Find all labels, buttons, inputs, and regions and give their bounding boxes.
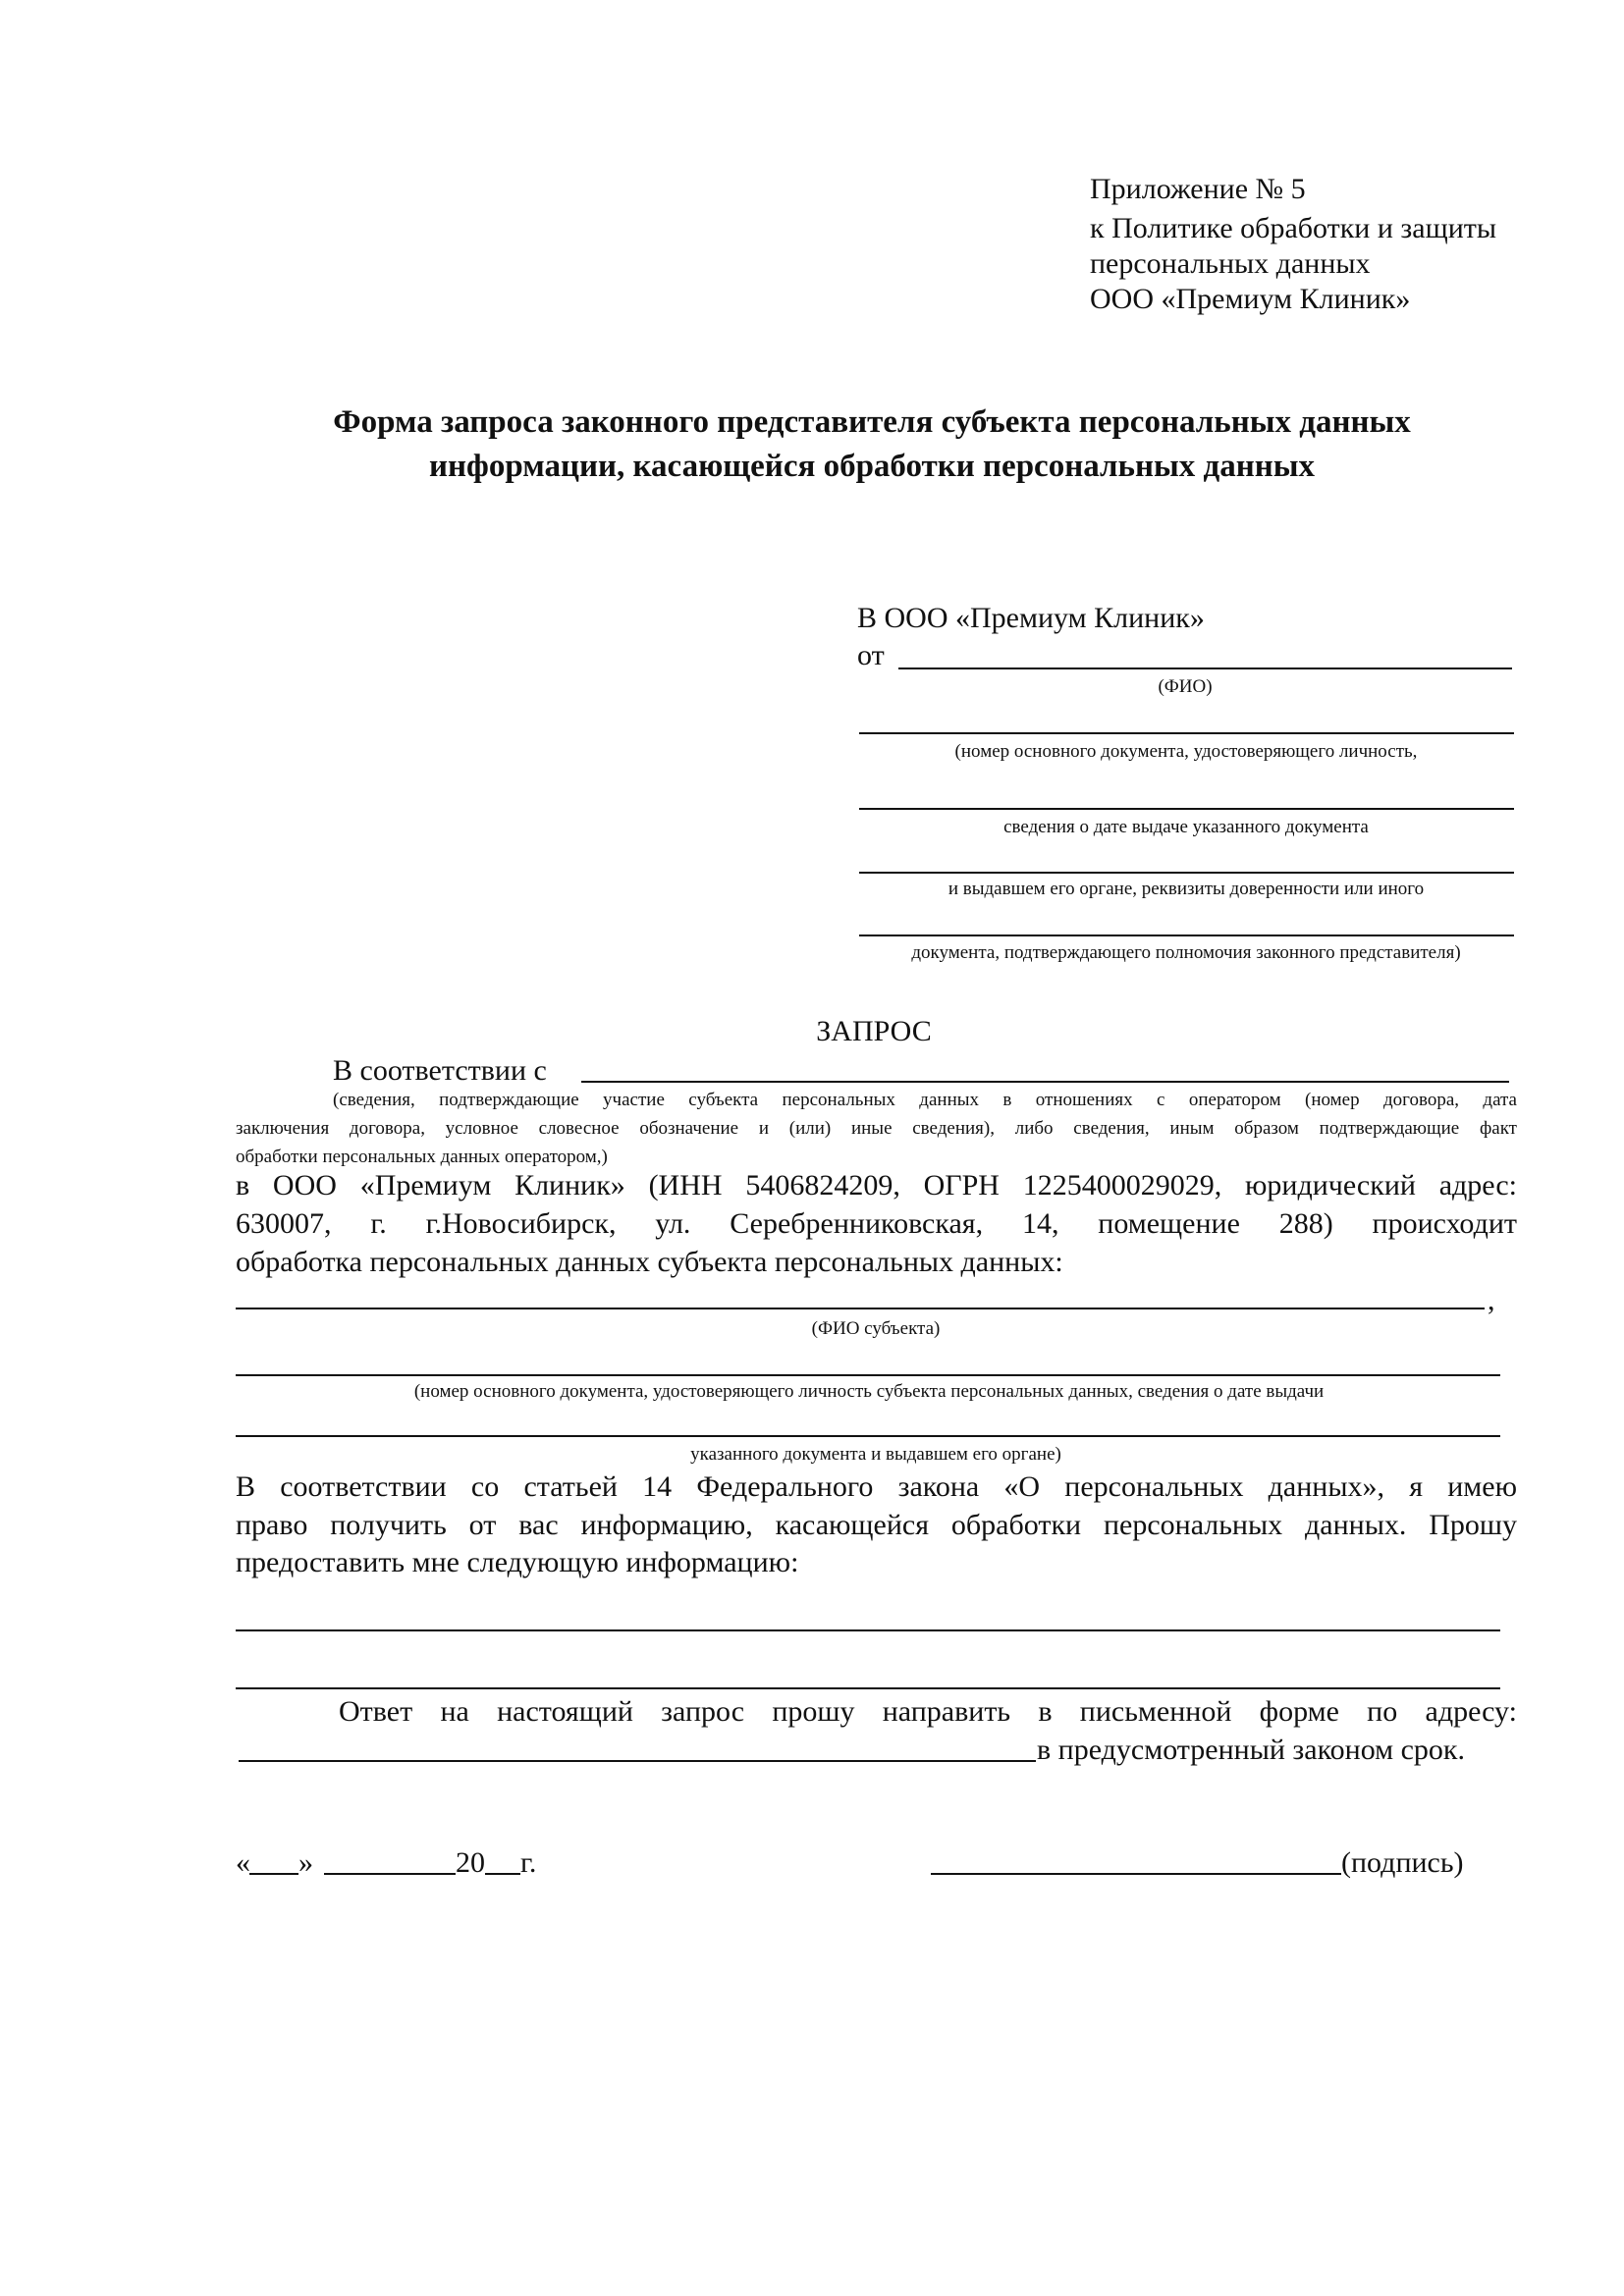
reply-text: Ответ на настоящий запрос прошу направить в письменной форме по адресу: <box>339 1695 1517 1728</box>
subject-fio-field[interactable] <box>236 1308 1485 1309</box>
signature-field[interactable] <box>931 1873 1341 1875</box>
body-text: 630007, г. г.Новосибирск, ул. Серебренниковская, 14, помещение 288) происходит <box>236 1207 1517 1240</box>
caption: и выдавшем его органе, реквизиты доверенности или иного <box>947 879 1425 899</box>
issuer-field[interactable] <box>859 872 1514 874</box>
document-field[interactable] <box>859 732 1514 734</box>
caption: обработки персональных данных оператором,) <box>236 1147 608 1167</box>
addressee: В ООО «Премиум Клиник» <box>857 602 1205 634</box>
annex-line: ООО «Премиум Клиник» <box>1090 283 1411 315</box>
caption: (ФИО) <box>1158 676 1213 697</box>
year-field[interactable] <box>485 1873 520 1875</box>
from-label: от <box>857 639 885 671</box>
page-title: Форма запроса законного представителя субъекта персональных данных <box>333 404 1411 440</box>
fio-field[interactable] <box>898 667 1512 669</box>
info-field[interactable] <box>236 1629 1500 1631</box>
issue-date-field[interactable] <box>859 808 1514 810</box>
caption: (номер основного документа, удостоверяющего личность, <box>954 741 1418 762</box>
body-text: В соответствии со статьей 14 Федерального закона «О персональных данных», я имею <box>236 1470 1517 1503</box>
basis-label: В соответствии с <box>333 1054 547 1087</box>
annex-line: персональных данных <box>1090 247 1371 280</box>
authority-field[interactable] <box>859 934 1514 936</box>
annex-line: к Политике обработки и защиты <box>1090 212 1497 244</box>
body-text: право получить от вас информацию, касающейся обработки персональных данных. Прошу <box>236 1509 1517 1541</box>
reply-text: в предусмотренный законом срок. <box>1037 1734 1465 1766</box>
year-suffix: г. <box>520 1846 537 1879</box>
century: 20 <box>456 1846 485 1879</box>
month-field[interactable] <box>324 1873 456 1875</box>
body-text: предоставить мне следующую информацию: <box>236 1546 799 1578</box>
subject-document-field[interactable] <box>236 1374 1500 1376</box>
basis-field[interactable] <box>581 1081 1509 1083</box>
date-close-quote: » <box>298 1846 313 1879</box>
subject-issuer-field[interactable] <box>236 1435 1500 1437</box>
reply-address-field[interactable] <box>239 1760 1036 1762</box>
caption: (ФИО субъекта) <box>811 1318 941 1339</box>
day-field[interactable] <box>249 1873 298 1875</box>
annex-line: Приложение № 5 <box>1090 173 1306 205</box>
caption: (сведения, подтверждающие участие субъекта персональных данных в отношениях с оператором (номер договора, дата <box>333 1090 1517 1110</box>
signature-label: (подпись) <box>1341 1846 1464 1879</box>
request-heading: ЗАПРОС <box>816 1015 932 1047</box>
caption: заключения договора, условное словесное обозначение и (или) иные сведения), либо сведения, иным образом подтверждающие факт <box>236 1118 1517 1139</box>
page-title: информации, касающейся обработки персональных данных <box>429 449 1315 484</box>
caption: сведения о дате выдаче указанного документа <box>1003 817 1369 837</box>
date-open-quote: « <box>236 1846 250 1879</box>
caption: указанного документа и выдавшем его органе) <box>690 1444 1061 1465</box>
comma: , <box>1488 1284 1495 1316</box>
info-field[interactable] <box>236 1687 1500 1689</box>
body-text: в ООО «Премиум Клиник» (ИНН 5406824209, ОГРН 1225400029029, юридический адрес: <box>236 1169 1517 1201</box>
body-text: обработка персональных данных субъекта персональных данных: <box>236 1246 1063 1278</box>
caption: (номер основного документа, удостоверяющего личность субъекта персональных данных, сведения о дате выдачи <box>413 1381 1325 1402</box>
caption: документа, подтверждающего полномочия законного представителя) <box>911 942 1461 963</box>
